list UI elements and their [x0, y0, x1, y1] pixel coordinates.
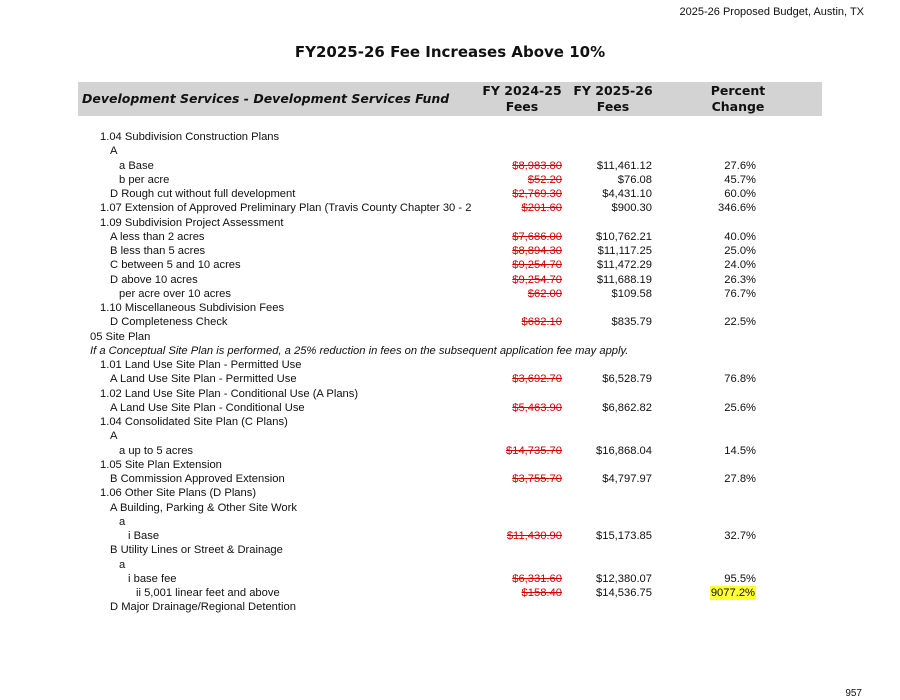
fy2025-26-fee: $16,868.04	[596, 444, 652, 457]
fy2024-25-fee: $52.20	[527, 173, 562, 186]
percent-change-highlighted: 9077.2%	[710, 587, 755, 599]
document-header-location: 2025-26 Proposed Budget, Austin, TX	[679, 6, 864, 18]
row-label: A	[110, 430, 118, 443]
row-label: 1.04 Consolidated Site Plan (C Plans)	[100, 416, 288, 428]
row-label: a	[119, 558, 126, 571]
fy2025-26-fee: $11,117.25	[597, 245, 652, 257]
percent-change: 25.6%	[724, 401, 756, 414]
col-header-percent-line2: Change	[711, 99, 765, 114]
page-title: FY2025-26 Fee Increases Above 10%	[294, 43, 606, 61]
row-label: a	[119, 515, 126, 528]
table-row	[0, 159, 900, 173]
fy2025-26-fee: $6,528.79	[602, 373, 652, 386]
table-row	[0, 230, 900, 244]
table-row	[0, 429, 900, 443]
table-row	[0, 301, 900, 315]
col-header-percent-change	[690, 83, 786, 115]
table-row	[0, 486, 900, 500]
fy2025-26-fee: $12,380.07	[596, 572, 652, 585]
fy2025-26-fee: $10,762.21	[596, 230, 652, 243]
row-label: B Utility Lines or Street & Drainage	[110, 544, 283, 557]
table-row	[0, 358, 900, 372]
table-row	[0, 472, 900, 486]
table-row	[0, 401, 900, 415]
percent-change: 32.7%	[724, 530, 756, 542]
fy2024-25-fee: $9,254.70	[512, 273, 562, 286]
table-row	[0, 387, 900, 401]
table-row	[0, 600, 900, 614]
table-row	[0, 144, 900, 158]
table-row	[0, 415, 900, 429]
fy2024-25-fee: $8,983.80	[512, 159, 562, 172]
percent-change: 95.5%	[724, 572, 756, 585]
row-label: A less than 2 acres	[110, 230, 205, 243]
table-row	[0, 201, 900, 215]
fy2025-26-fee: $11,472.29	[596, 259, 652, 272]
table-row	[0, 458, 900, 472]
percent-change: 60.0%	[724, 188, 756, 200]
percent-change: 26.3%	[724, 273, 756, 286]
note-text: If a Conceptual Site Plan is performed, a 25% reduction in fees on the subsequent application fee may apply.	[90, 344, 629, 357]
row-label: D Major Drainage/Regional Detention	[110, 601, 296, 614]
table-row	[0, 586, 900, 600]
fy2025-26-fee: $109.58	[611, 287, 652, 300]
percent-change: 14.5%	[724, 444, 756, 457]
table-row	[0, 244, 900, 258]
fy2024-25-fee: $2,769.30	[512, 188, 562, 200]
percent-change: 346.6%	[718, 202, 756, 215]
table-row	[0, 273, 900, 287]
percent-change: 45.7%	[724, 173, 756, 186]
row-label: C between 5 and 10 acres	[110, 259, 241, 272]
percent-change: 25.0%	[724, 245, 756, 257]
row-label: D Completeness Check	[110, 316, 228, 329]
fy2024-25-fee: $7,686.00	[512, 230, 562, 243]
row-label: 1.04 Subdivision Construction Plans	[100, 131, 280, 143]
table-row	[0, 372, 900, 386]
row-label: A	[110, 145, 118, 158]
table-row	[0, 515, 900, 529]
row-label: i Base	[128, 530, 160, 542]
table-row	[0, 444, 900, 458]
table-row	[0, 287, 900, 301]
table-row	[0, 130, 900, 144]
col-header-fy2025-26-line1: FY 2025-26	[573, 83, 653, 98]
fy2025-26-fee: $4,431.10	[602, 188, 652, 200]
fy2024-25-fee: $3,692.70	[512, 373, 562, 386]
percent-change: 24.0%	[724, 259, 756, 272]
row-label: A Building, Parking & Other Site Work	[110, 501, 297, 514]
col-header-fy2025-26	[568, 83, 658, 115]
table-row	[0, 315, 900, 329]
percent-change: 76.8%	[724, 373, 756, 386]
table-row	[0, 543, 900, 557]
row-label: 1.05 Site Plan Extension	[100, 458, 222, 471]
fy2024-25-fee: $158.40	[521, 587, 562, 599]
row-label: 05 Site Plan	[90, 330, 151, 343]
row-label: a Base	[119, 159, 154, 172]
row-label: 1.09 Subdivision Project Assessment	[100, 216, 284, 229]
row-label: 1.06 Other Site Plans (D Plans)	[100, 487, 257, 500]
col-header-percent-line1: Percent	[710, 83, 766, 98]
table-row	[0, 216, 900, 230]
table-row	[0, 330, 900, 344]
row-label: 1.02 Land Use Site Plan - Conditional Use (A Plans)	[100, 387, 359, 400]
percent-change: 22.5%	[724, 316, 756, 329]
fy2024-25-fee: $5,463.90	[512, 401, 562, 414]
table-row	[0, 572, 900, 586]
row-label: 1.10 Miscellaneous Subdivision Fees	[100, 302, 285, 314]
fee-table	[0, 130, 900, 615]
page-number: 957	[845, 688, 862, 699]
fy2024-25-fee: $201.60	[521, 202, 562, 215]
row-label: D Rough cut without full development	[110, 188, 296, 200]
fy2024-25-fee: $9,254.70	[512, 259, 562, 272]
fy2024-25-fee: $62.00	[527, 287, 562, 300]
fy2025-26-fee: $11,461.12	[596, 159, 652, 172]
col-header-fy2024-25-line1: FY 2024-25	[482, 83, 562, 98]
row-label: B less than 5 acres	[110, 245, 206, 257]
fy2024-25-fee: $14,735.70	[506, 444, 562, 457]
percent-change: 40.0%	[724, 230, 756, 243]
row-label: per acre over 10 acres	[119, 287, 231, 300]
row-label: 1.01 Land Use Site Plan - Permitted Use	[100, 359, 302, 371]
fy2024-25-fee: $6,331.60	[512, 572, 562, 585]
row-label: i base fee	[128, 572, 177, 585]
fy2025-26-fee: $900.30	[611, 202, 652, 215]
fy2025-26-fee: $14,536.75	[596, 587, 652, 599]
col-header-fy2025-26-line2: Fees	[596, 99, 630, 114]
table-row	[0, 258, 900, 272]
fy2025-26-fee: $835.79	[611, 316, 652, 329]
section-header-band	[78, 82, 822, 116]
col-header-fy2024-25-line2: Fees	[505, 99, 539, 114]
fy2025-26-fee: $6,862.82	[602, 401, 652, 414]
row-label: A Land Use Site Plan - Permitted Use	[110, 373, 297, 386]
fy2025-26-fee: $11,688.19	[596, 273, 652, 286]
table-row	[0, 529, 900, 543]
fy2025-26-fee: $15,173.85	[596, 530, 652, 542]
row-label: A Land Use Site Plan - Conditional Use	[110, 401, 305, 414]
fy2024-25-fee: $11,430.90	[506, 530, 562, 542]
percent-change: 27.6%	[724, 159, 756, 172]
percent-change: 27.8%	[724, 473, 756, 485]
fy2025-26-fee: $4,797.97	[602, 473, 652, 485]
fy2024-25-fee: $682.10	[521, 316, 562, 329]
table-row	[0, 187, 900, 201]
table-row	[0, 558, 900, 572]
fy2024-25-fee: $3,755.70	[512, 473, 562, 485]
row-label: ii 5,001 linear feet and above	[136, 587, 280, 599]
row-label: b per acre	[119, 173, 170, 186]
fy2025-26-fee: $76.08	[617, 173, 652, 186]
row-label: D above 10 acres	[110, 273, 198, 286]
table-row	[0, 173, 900, 187]
table-row	[0, 344, 900, 358]
percent-change: 76.7%	[724, 287, 756, 300]
table-row	[0, 501, 900, 515]
row-label: B Commission Approved Extension	[110, 473, 285, 485]
col-header-fy2024-25	[474, 83, 570, 115]
section-title: Development Services - Development Services Fund	[82, 91, 450, 106]
row-label: a up to 5 acres	[119, 444, 194, 457]
fy2024-25-fee: $8,894.30	[512, 245, 562, 257]
row-label: 1.07 Extension of Approved Preliminary Plan (Travis County Chapter 30 - 2	[100, 202, 472, 215]
